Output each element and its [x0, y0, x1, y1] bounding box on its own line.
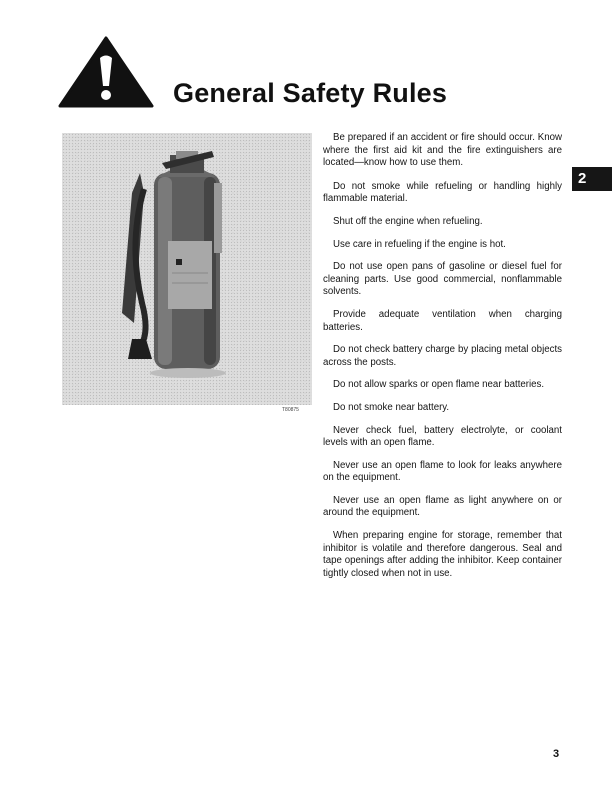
rule-item: Provide adequate ventilation when charging batteries.: [323, 308, 562, 333]
figure-code: T80875: [282, 407, 299, 413]
rule-item: Do not use open pans of gasoline or diesel fuel for cleaning parts. Use good commercial, nonflammable solvents.: [323, 261, 562, 298]
rule-item: Never use an open flame to look for leaks anywhere on the equipment.: [323, 459, 562, 484]
rule-item: When preparing engine for storage, remember that inhibitor is volatile and therefore dangerous. Seal and tape openings after adding the inhibitor. Keep container tightly closed when not in use.: [323, 530, 562, 579]
warning-icon: [58, 36, 154, 108]
page-title: General Safety Rules: [173, 78, 448, 108]
safety-rules-list: [323, 132, 562, 580]
fire-extinguisher-photo: [62, 133, 312, 405]
rule-item: Do not smoke near battery.: [333, 401, 450, 413]
rule-item: Do not allow sparks or open flame near batteries.: [333, 379, 545, 391]
rule-item: Do not check battery charge by placing metal objects across the posts.: [323, 344, 562, 368]
rule-item: Never use an open flame as light anywhere on or around the equipment.: [323, 494, 562, 519]
rule-item: Never check fuel, battery electrolyte, or coolant levels with an open flame.: [323, 424, 562, 449]
page-number: 3: [553, 748, 560, 760]
rule-item: Do not smoke while refueling or handling highly flammable material.: [323, 180, 562, 205]
section-tab: 2: [572, 167, 612, 191]
rule-item: Be prepared if an accident or fire should occur. Know where the first aid kit and the fire extinguishers are located—know how to use them.: [323, 132, 562, 169]
rule-item: Use care in refueling if the engine is hot.: [333, 238, 506, 250]
rule-item: Shut off the engine when refueling.: [333, 215, 483, 227]
